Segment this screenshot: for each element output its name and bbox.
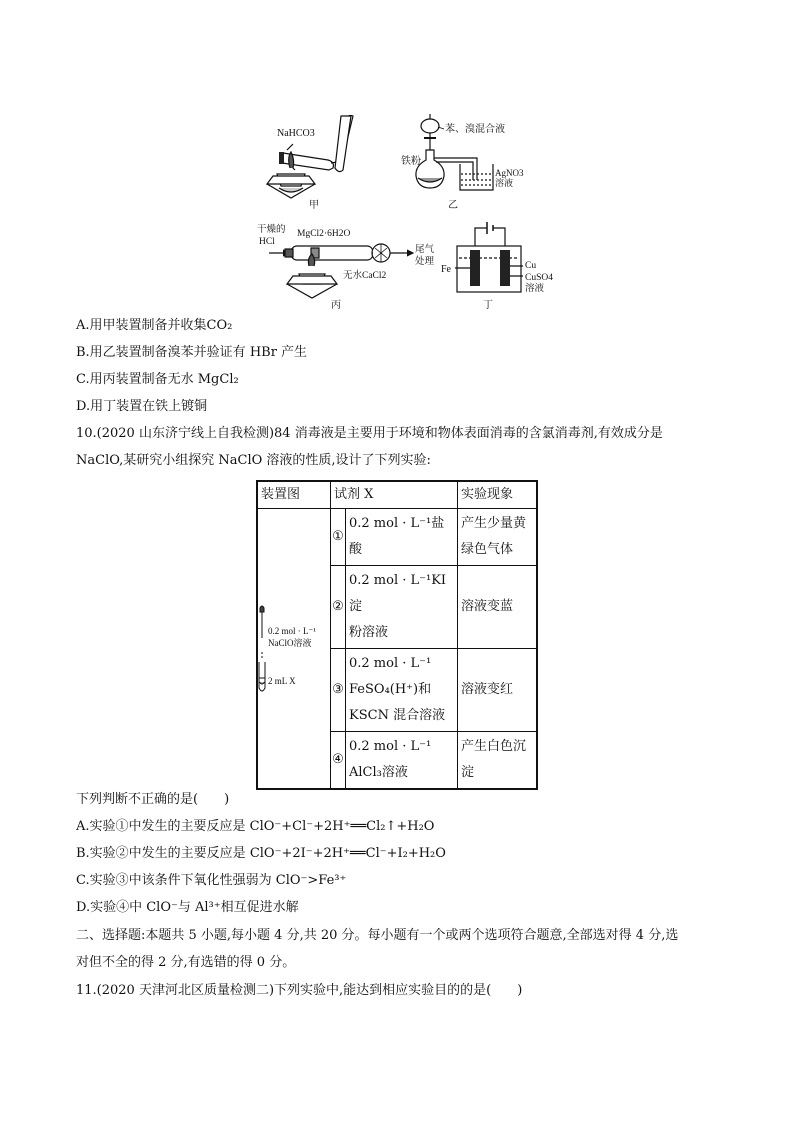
phenomenon-line: 产生白色沉 <box>461 739 527 754</box>
reagent-cell <box>346 649 458 732</box>
phenomenon-cell <box>458 649 538 732</box>
ding-solution-label-1: CuSO4 <box>525 273 553 283</box>
q10-option-a: A.实验①中发生的主要反应是 ClO⁻+Cl⁻+2H⁺══Cl₂↑+H₂O <box>76 819 435 834</box>
phenomenon-line: 淀 <box>461 765 475 780</box>
section2-instructions-line1: 二、选择题:本题共 5 小题,每小题 4 分,共 20 分。每小题有一个或两个选项符合题意,全部选对得 4 分,选 <box>76 928 679 943</box>
row-number: ① <box>331 509 346 566</box>
row-number: ② <box>331 566 346 649</box>
section2-instructions-line2: 对但不全的得 2 分,有选错的得 0 分。 <box>76 955 296 970</box>
jia-reagent-label: NaHCO3 <box>277 128 315 139</box>
reagent-cell <box>346 566 458 649</box>
yi-beaker-label-1: AgNO3 <box>495 168 524 178</box>
bing-solid-label: MgCl2·6H2O <box>297 229 351 239</box>
header-apparatus: 装置图 <box>257 481 331 509</box>
q10-option-b: B.实验②中发生的主要反应是 ClO⁻+2I⁻+2H⁺══Cl⁻+I₂+H₂O <box>76 846 446 861</box>
jia-caption: 甲 <box>309 200 319 211</box>
reagent-line: 0.2 mol · L⁻¹盐酸 <box>349 516 445 557</box>
phenomenon-cell <box>458 732 538 790</box>
row-number: ④ <box>331 732 346 790</box>
bing-desiccant-label: 无水CaCl2 <box>343 271 387 281</box>
phenomenon-line: 溶液变红 <box>461 682 514 697</box>
reagent-cell <box>346 732 458 790</box>
yi-beaker-label-2: 溶液 <box>495 178 514 188</box>
phenomenon-line: 产生少量黄 <box>461 516 527 531</box>
q11-stem: 11.(2020 天津河北区质量检测二)下列实验中,能达到相应实验目的的是( ) <box>76 983 523 998</box>
bing-exhaust-label-1: 尾气 <box>415 245 435 255</box>
apparatus-label-naclo: NaClO溶液 <box>268 637 312 648</box>
q9-option-b: B.用乙装置制备溴苯并验证有 HBr 产生 <box>76 345 308 360</box>
yi-catalyst-label: 铁粉 <box>401 156 421 167</box>
apparatus-cell <box>257 509 331 790</box>
reagent-line: 0.2 mol · L⁻¹KI 淀 <box>349 573 447 614</box>
apparatus-label-x: 2 mL X <box>268 675 296 686</box>
reagent-line: KSCN 混合溶液 <box>349 708 446 723</box>
header-phenomenon: 实验现象 <box>458 481 538 509</box>
reagent-line: 0.2 mol · L⁻¹ <box>349 656 432 671</box>
phenomenon-cell <box>458 509 538 566</box>
q9-option-a: A.用甲装置制备并收集CO₂ <box>76 318 233 333</box>
q9-option-d: D.用丁装置在铁上镀铜 <box>76 399 208 414</box>
q9-option-c: C.用丙装置制备无水 MgCl₂ <box>76 372 239 387</box>
reagent-line: 0.2 mol · L⁻¹ <box>349 739 432 754</box>
ding-cathode-label: Fe <box>441 264 451 275</box>
apparatus-ding <box>455 222 523 292</box>
q10-option-c: C.实验③中该条件下氧化性强弱为 ClO⁻>Fe³⁺ <box>76 873 347 888</box>
yi-caption: 乙 <box>448 200 458 211</box>
yi-top-label: 苯、溴混合液 <box>445 124 505 135</box>
apparatus-bing <box>269 244 413 298</box>
reagent-line: 粉溶液 <box>349 625 389 640</box>
dropper-tube-diagram <box>258 604 328 694</box>
bing-caption: 丙 <box>331 300 341 311</box>
apparatus-figure <box>255 108 553 313</box>
q10-question: 下列判断不正确的是( ) <box>76 792 230 807</box>
apparatus-label-concentration: 0.2 mol · L⁻¹ <box>268 625 316 636</box>
table-row <box>257 509 537 566</box>
table-header-row <box>257 481 537 509</box>
ding-solution-label-2: 溶液 <box>525 284 545 294</box>
ding-caption: 丁 <box>483 300 493 311</box>
phenomenon-cell <box>458 566 538 649</box>
bing-exhaust-label-2: 处理 <box>415 257 435 267</box>
reagent-line: FeSO₄(H⁺)和 <box>349 682 432 697</box>
q10-experiment-table <box>256 480 538 790</box>
q10-stem-line1: 10.(2020 山东济宁线上自我检测)84 消毒液是主要用于环境和物体表面消毒的含氯消毒剂,有效成分是 <box>76 426 663 441</box>
bing-gas-label-1: 干燥的 <box>257 225 286 235</box>
row-number: ③ <box>331 649 346 732</box>
q10-stem-line2: NaClO,某研究小组探究 NaClO 溶液的性质,设计了下列实验: <box>76 453 431 468</box>
phenomenon-line: 溶液变蓝 <box>461 599 514 614</box>
bing-gas-label-2: HCl <box>259 237 275 247</box>
reagent-cell <box>346 509 458 566</box>
header-reagent: 试剂 X <box>331 481 458 509</box>
phenomenon-line: 绿色气体 <box>461 542 514 557</box>
reagent-line: AlCl₃溶液 <box>349 765 408 780</box>
q10-option-d: D.实验④中 ClO⁻与 Al³⁺相互促进水解 <box>76 900 299 915</box>
ding-anode-label: Cu <box>525 261 537 271</box>
